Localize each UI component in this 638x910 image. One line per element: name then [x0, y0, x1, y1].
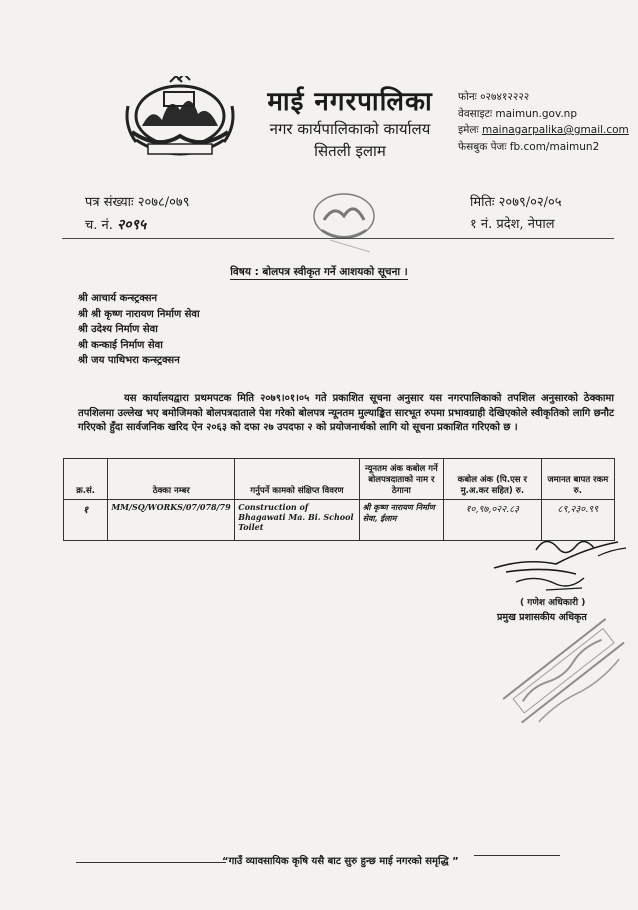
col-header-description: गर्नुपर्ने कामको संक्षिप्त विवरण	[235, 459, 359, 500]
cell-description: Construction of Bhagawati Ma. Bi. School Toilet	[235, 500, 359, 541]
recipient-item: श्री जय पाथिभरा कन्स्ट्रक्सन	[78, 355, 180, 366]
col-header-bidder: न्यूनतम अंक कबोल गर्ने बोलपत्रदाताको नाम र ठेगाना	[359, 459, 443, 500]
cell-bid-amount: १०,९७,०२२.८३	[444, 500, 542, 541]
subject-line	[0, 265, 638, 279]
province-line: १ नं. प्रदेश, नेपाल	[470, 217, 555, 232]
recipient-item: श्री कन्काई निर्माण सेवा	[78, 339, 163, 351]
footer-rule-right	[474, 855, 560, 856]
notice-body: यस कार्यालयद्वारा प्रथमपटक मिति २०७९।०१।०५ गते प्रकाशित सूचना अनुसार यस नगरपालिकाको तपशिल अनुसारको ठेक्कामा तपशिलमा उल्लेख भए बमोजिमको बोलपत्रदाताले पेश गरेको बोलपत्र न्यूनतम मुल्याङ्कित सारभूत रुपमा प्रभावग्राही देखिएकोले स्वीकृतिको लागि छनौट गरिएको हुँदा सार्वजनिक खरिद ऐन २०६३ को दफा २७ उपदफा २ को प्रयोजनार्थको लागि यो सूचना प्रकाशित गरिएको छ ।	[78, 393, 614, 433]
col-header-sn: क्र.सं.	[64, 459, 108, 500]
phone-line: फोनः ०२७४१२२२२	[458, 91, 530, 103]
email-line	[458, 122, 629, 139]
recipient-item: श्री आचार्य कन्स्ट्रक्सन	[78, 293, 158, 304]
table-header-row	[64, 459, 615, 500]
letter-date: मितिः २०७९/०२/०५	[470, 195, 562, 210]
subject-text: विषय : बोलपत्र स्वीकृत गर्ने आशयको सूचना ।	[230, 266, 408, 278]
dispatch-number-line	[85, 214, 189, 237]
email-label: इमेलः	[458, 124, 483, 136]
office-seal-stamp	[300, 190, 390, 260]
nepal-emblem-logo	[118, 76, 242, 166]
email-link[interactable]: mainagarpalika@gmail.com	[482, 124, 629, 136]
letterhead-title-block	[246, 86, 454, 162]
office-name: नगर कार्यपालिकाको कार्यालय	[269, 120, 431, 138]
col-header-bid-amount: कबोल अंक (पि.एस र मु.अ.कर सहित) रु.	[444, 459, 542, 500]
header-divider	[62, 238, 614, 239]
facebook-line: फेसबुक पेजः fb.com/maimun2	[458, 140, 600, 153]
officer-rubber-stamp	[488, 600, 638, 740]
dispatch-number-handwritten: २०९५	[117, 217, 147, 233]
signatory-name: ( गणेश अधिकारी )	[520, 598, 586, 608]
recipient-item: श्री श्री कृष्ण नारायण निर्माण सेवा	[78, 308, 200, 320]
letter-number: पत्र संख्याः २०७८/०७९	[85, 195, 190, 210]
office-location: सितली इलाम	[314, 142, 386, 160]
col-header-contract-no: ठेक्का नम्बर	[108, 459, 235, 500]
handwritten-signature	[486, 528, 636, 602]
recipient-item: श्री उदेश्य निर्माण सेवा	[78, 324, 158, 335]
recipient-list	[78, 291, 200, 369]
cell-security: ८९,२३०.९९	[541, 500, 614, 541]
cell-contract-no: MM/SQ/WORKS/07/078/79	[108, 500, 235, 541]
signatory-title: प्रमुख प्रशासकीय अधिकृत	[497, 612, 587, 623]
cell-bidder: श्री कृष्ण नारायण निर्माण सेवा, ईलाम	[359, 500, 443, 541]
cell-sn: १	[64, 500, 108, 541]
reference-right	[470, 192, 562, 236]
footer-slogan: “गाउँ व्यावसायिक कृषि यसै बाट सुरु हुन्छ माई नगरको समृद्धि ”	[222, 856, 459, 867]
dispatch-label: च. नं.	[85, 218, 113, 233]
website-line: वेवसाइटः maimun.gov.np	[458, 107, 578, 120]
col-header-security: जमानत बापत रकम रु.	[541, 459, 614, 500]
contact-block	[458, 89, 629, 155]
org-name: माई नगरपालिका	[267, 87, 433, 117]
footer-rule-left	[76, 862, 226, 863]
reference-left	[85, 192, 189, 237]
